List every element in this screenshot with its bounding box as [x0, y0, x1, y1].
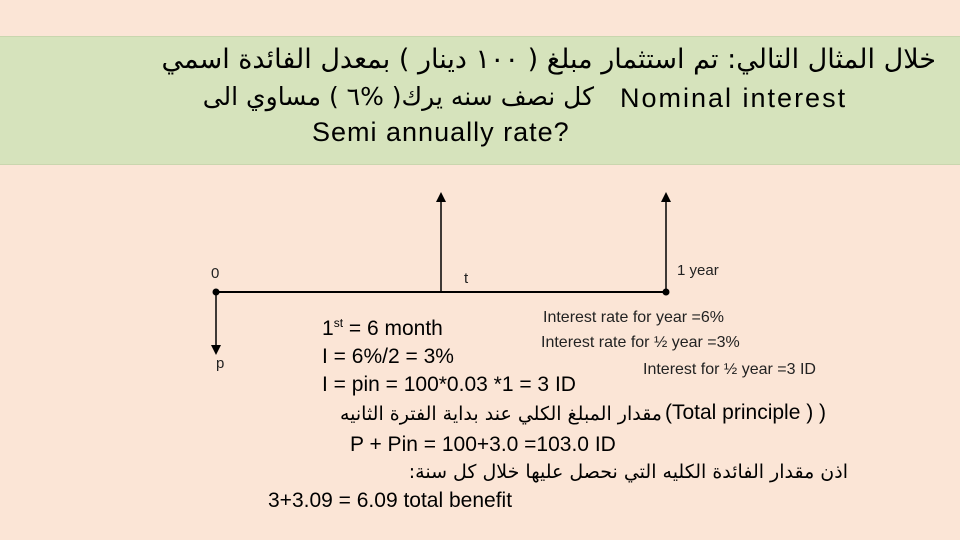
label-p: p — [216, 355, 225, 372]
first-period-number: 1 — [322, 317, 334, 340]
principal-plus-interest-line: P + Pin = 100+3.0 =103.0 ID — [350, 433, 616, 456]
question-line-3: Semi annually rate? — [312, 117, 570, 147]
first-period-text: = 6 month — [343, 317, 443, 340]
label-one-year: 1 year — [677, 262, 719, 279]
first-period-line — [322, 316, 443, 341]
total-principle-english: (Total principle ) ) — [665, 401, 827, 424]
interest-rate-line: I = 6%/2 = 3% — [322, 345, 454, 368]
label-zero: 0 — [211, 265, 220, 282]
total-principle-arabic: مقدار المبلغ الكلي عند بداية الفترة الثانيه — [339, 403, 662, 425]
note-rate-half: Interest rate for ½ year =3% — [541, 334, 740, 351]
note-rate-half-id: Interest for ½ year =3 ID — [643, 361, 816, 378]
interest-amount-line: I = pin = 100*0.03 *1 = 3 ID — [322, 373, 576, 396]
first-period-sup: st — [333, 316, 344, 330]
note-rate-year: Interest rate for year =6% — [543, 309, 724, 326]
label-t: t — [464, 270, 469, 287]
question-line-2-arabic: كل نصف سنه يرك( %٦ ) مساوي الى — [202, 82, 594, 111]
question-line-1: خلال المثال التالي: تم استثمار مبلغ ( ١٠٠ دينار ) بمعدل الفائدة اسمي — [161, 44, 936, 75]
question-line-2-english: Nominal interest — [620, 83, 848, 113]
benefit-arabic: اذن مقدار الفائدة الكليه التي نحصل عليها خلال كل سنة: — [408, 461, 848, 483]
total-benefit-line: 3+3.09 = 6.09 total benefit — [268, 489, 513, 512]
